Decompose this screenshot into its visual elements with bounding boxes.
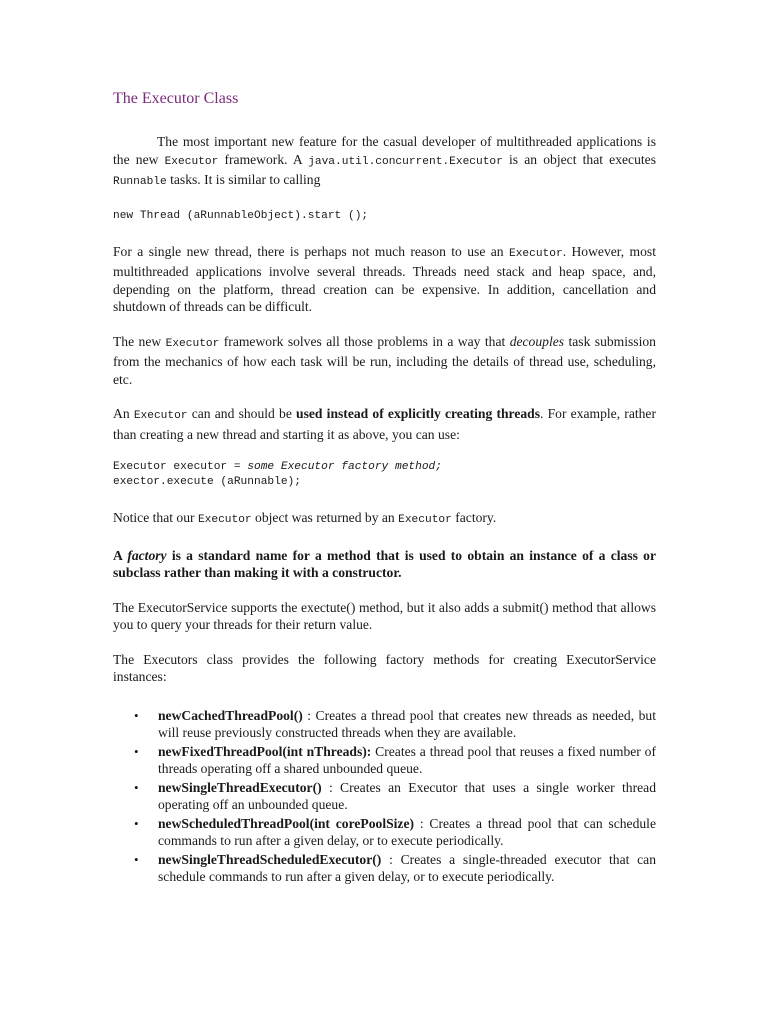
inline-code: Executor xyxy=(398,514,452,526)
list-item xyxy=(113,851,656,886)
bullet-icon: • xyxy=(134,743,139,759)
paragraph-usage: An Executor can and should be used instead of explicitly creating threads. For example, rather than creating a new thread and starting it as above, you can use: xyxy=(113,406,656,442)
code-block-thread-start: new Thread (aRunnableObject).start (); xyxy=(113,209,369,222)
factory-methods-list xyxy=(113,707,656,886)
paragraph-factory-definition: A factory is a standard name for a method that is used to obtain an instance of a class or subclass rather than making it with a constructor. xyxy=(113,547,656,580)
method-description: : Creates a single-threaded executor that can schedule commands to run after a given delay, or to execute periodically. xyxy=(158,851,656,884)
list-item xyxy=(113,779,656,814)
method-name: newSingleThreadScheduledExecutor() xyxy=(158,851,382,867)
list-item xyxy=(113,815,656,850)
method-name: newScheduledThreadPool(int corePoolSize) xyxy=(158,815,415,831)
method-name: newSingleThreadExecutor() xyxy=(158,779,322,795)
method-description: : Creates an Executor that uses a single worker thread operating off an unbounded queue. xyxy=(158,779,656,812)
method-description: Creates a thread pool that reuses a fixed number of threads operating off a shared unbounded queue. xyxy=(158,743,656,776)
bullet-icon: • xyxy=(134,815,139,831)
bullet-icon: • xyxy=(134,779,139,795)
intro-paragraph: The most important new feature for the casual developer of multithreaded applications is the new Executor framework. A java.util.concurrent.Executor is an object that executes Runnable tasks. It is similar to calling xyxy=(113,134,656,188)
paragraph-executors-class: The Executors class provides the following factory methods for creating ExecutorService instances: xyxy=(113,651,656,684)
inline-code: Executor xyxy=(165,337,220,350)
inline-code: java.util.concurrent.Executor xyxy=(308,155,503,168)
paragraph-single-thread: For a single new thread, there is perhaps not much reason to use an Executor. However, most multithreaded applications involve several threads. Threads need stack and heap space, and, depending on the platform, thread creation can be expensive. In addition, cancellation and shutdown of threads can be difficult. xyxy=(113,243,656,314)
list-item xyxy=(113,707,656,742)
inline-code: Runnable xyxy=(113,176,167,188)
method-description: : Creates a thread pool that can schedule commands to run after a given delay, or to execute periodically. xyxy=(158,815,656,848)
code-block-executor: Executor executor = some Executor factory method; exector.execute (aRunnable); xyxy=(113,461,442,488)
inline-code: Executor xyxy=(133,410,188,422)
method-name: newFixedThreadPool(int nThreads): xyxy=(158,743,372,759)
section-heading: The Executor Class xyxy=(113,90,239,107)
inline-code: Executor xyxy=(197,514,252,526)
inline-code: Executor xyxy=(164,155,219,168)
list-item xyxy=(113,743,656,778)
bold-text: used instead of explicitly creating threads xyxy=(296,406,541,421)
code-placeholder: some Executor factory method; xyxy=(247,461,442,473)
paragraph-framework: The new Executor framework solves all those problems in a way that decouples task submission from the mechanics of how each task will be run, including the details of thread use, scheduling, etc. xyxy=(113,333,656,387)
document-page xyxy=(113,88,656,887)
method-name: newCachedThreadPool() xyxy=(158,707,303,723)
bullet-icon: • xyxy=(134,851,139,867)
paragraph-notice: Notice that our Executor object was returned by an Executor factory. xyxy=(113,510,497,526)
emphasis-text: factory xyxy=(127,547,167,563)
emphasis-text: decouples xyxy=(509,333,565,349)
bullet-icon: • xyxy=(134,707,139,723)
method-description: : Creates a thread pool that creates new threads as needed, but will reuse previously constructed threads when they are available. xyxy=(158,707,656,740)
paragraph-executorservice: The ExecutorService supports the exectute() method, but it also adds a submit() method that allows you to query your threads for their return value. xyxy=(113,599,656,632)
inline-code: Executor xyxy=(508,247,563,260)
